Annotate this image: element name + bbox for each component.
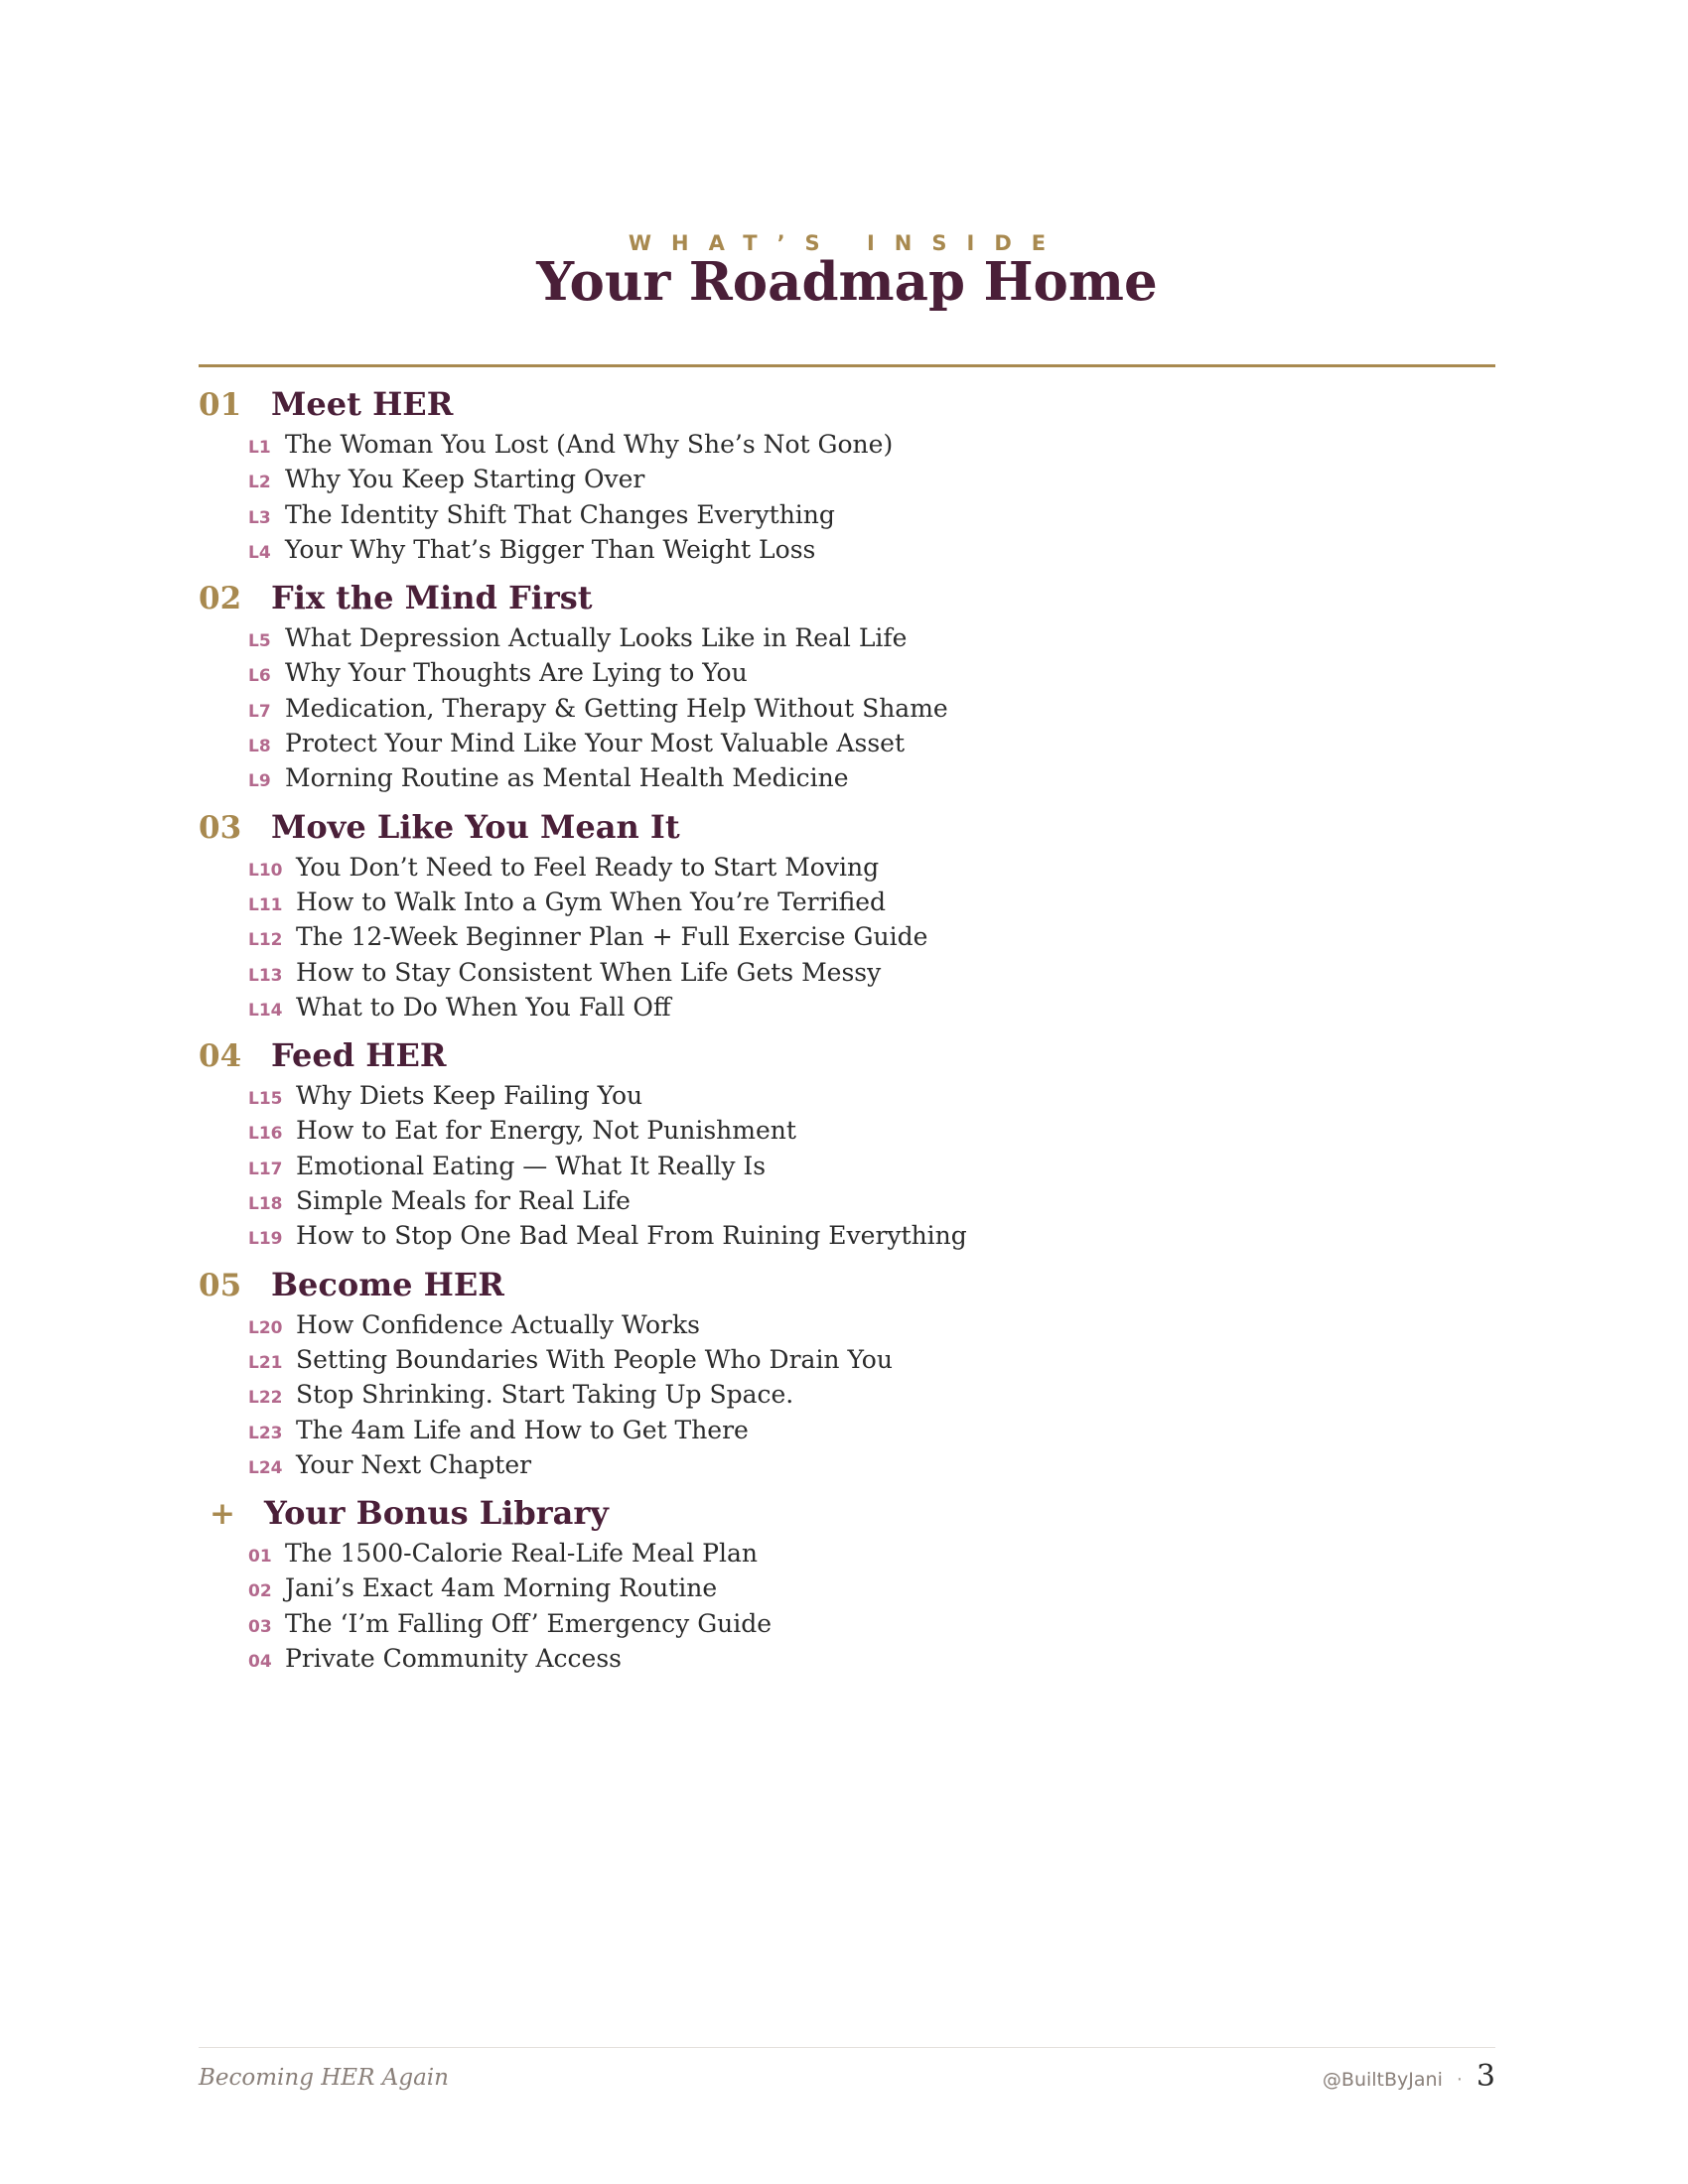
lesson-code: L23 xyxy=(248,1423,283,1443)
lesson-code: L20 xyxy=(248,1317,283,1338)
lesson-code: L22 xyxy=(248,1388,283,1409)
bonus-plus-marker: + xyxy=(210,1496,235,1533)
lesson-list xyxy=(199,850,1495,1024)
lesson-code: L2 xyxy=(248,473,271,493)
document-page xyxy=(199,0,1495,2184)
lesson-title: The Woman You Lost (And Why She’s Not Gone) xyxy=(285,430,894,459)
lesson-title: The 1500-Calorie Real-Life Meal Plan xyxy=(285,1539,758,1569)
lesson-item xyxy=(248,1413,1495,1447)
lesson-title: Why Your Thoughts Are Lying to You xyxy=(285,658,748,688)
lesson-code: L16 xyxy=(248,1124,283,1145)
lesson-title: You Don’t Need to Feel Ready to Start Moving xyxy=(296,852,880,882)
section-number: 04 xyxy=(199,1038,242,1075)
lesson-item xyxy=(248,532,1495,567)
lesson-code: 03 xyxy=(248,1616,272,1637)
lesson-item xyxy=(248,990,1495,1024)
section-heading xyxy=(199,1262,1495,1307)
lesson-code: L12 xyxy=(248,930,283,951)
lesson-code: L24 xyxy=(248,1457,283,1478)
lesson-title: The 4am Life and How to Get There xyxy=(296,1415,749,1444)
lesson-item xyxy=(248,885,1495,919)
page-title: Your Roadmap Home xyxy=(536,251,1158,313)
lesson-item xyxy=(248,1307,1495,1342)
section-heading xyxy=(199,1490,1495,1536)
lesson-title: Why You Keep Starting Over xyxy=(285,465,645,494)
lesson-list xyxy=(199,1536,1495,1676)
lesson-title: The Identity Shift That Changes Everything xyxy=(285,499,835,529)
lesson-item xyxy=(248,497,1495,532)
lesson-title: Setting Boundaries With People Who Drain You xyxy=(296,1344,893,1374)
lesson-item xyxy=(248,691,1495,726)
lesson-item xyxy=(248,1570,1495,1605)
lesson-item xyxy=(248,955,1495,990)
lesson-code: 02 xyxy=(248,1581,272,1602)
toc-section xyxy=(199,1032,1495,1253)
lesson-title: Why Diets Keep Failing You xyxy=(296,1081,643,1111)
page-number: 3 xyxy=(1476,2059,1495,2094)
section-title: Move Like You Mean It xyxy=(271,807,680,846)
lesson-item xyxy=(248,1183,1495,1218)
table-of-contents xyxy=(199,381,1495,1684)
footer-divider xyxy=(199,2047,1495,2048)
lesson-title: How to Eat for Energy, Not Punishment xyxy=(296,1116,796,1146)
section-title: Feed HER xyxy=(271,1036,447,1075)
lesson-title: Your Next Chapter xyxy=(296,1449,532,1479)
section-title: Your Bonus Library xyxy=(264,1494,609,1533)
lesson-item xyxy=(248,919,1495,954)
footer-handle: @BuiltByJani xyxy=(1322,2069,1443,2091)
section-heading xyxy=(199,575,1495,620)
lesson-item xyxy=(248,1447,1495,1482)
lesson-title: The ‘I’m Falling Off’ Emergency Guide xyxy=(285,1608,773,1638)
lesson-code: L21 xyxy=(248,1352,283,1373)
section-title: Meet HER xyxy=(271,385,454,423)
lesson-title: Stop Shrinking. Start Taking Up Space. xyxy=(296,1380,794,1410)
lesson-list xyxy=(199,427,1495,567)
lesson-code: L10 xyxy=(248,860,283,881)
lesson-item xyxy=(248,850,1495,885)
lesson-list xyxy=(199,1307,1495,1482)
lesson-title: Private Community Access xyxy=(285,1644,623,1674)
lesson-item xyxy=(248,1536,1495,1570)
lesson-title: The 12-Week Beginner Plan + Full Exercise Guide xyxy=(296,922,928,952)
lesson-title: What Depression Actually Looks Like in Real Life xyxy=(285,623,908,653)
lesson-code: L13 xyxy=(248,965,283,986)
lesson-item xyxy=(248,1149,1495,1183)
toc-section xyxy=(199,575,1495,795)
section-heading xyxy=(199,381,1495,427)
lesson-title: How to Stay Consistent When Life Gets Messy xyxy=(296,957,882,987)
toc-section xyxy=(199,381,1495,567)
lesson-code: L6 xyxy=(248,666,271,687)
lesson-item xyxy=(248,726,1495,760)
section-eyebrow: WHAT’S INSIDE xyxy=(628,231,1066,255)
section-heading xyxy=(199,804,1495,850)
lesson-code: 01 xyxy=(248,1547,272,1568)
lesson-item xyxy=(248,1377,1495,1412)
lesson-code: L18 xyxy=(248,1194,283,1215)
lesson-code: L14 xyxy=(248,1000,283,1021)
lesson-list xyxy=(199,620,1495,795)
lesson-title: How to Stop One Bad Meal From Ruining Everything xyxy=(296,1221,967,1251)
lesson-title: Protect Your Mind Like Your Most Valuable Asset xyxy=(285,729,905,758)
lesson-item xyxy=(248,462,1495,496)
lesson-item xyxy=(248,760,1495,795)
lesson-title: How to Walk Into a Gym When You’re Terrified xyxy=(296,887,887,916)
lesson-code: L4 xyxy=(248,542,271,563)
lesson-title: Your Why That’s Bigger Than Weight Loss xyxy=(285,534,816,564)
lesson-code: L8 xyxy=(248,737,271,757)
lesson-code: L7 xyxy=(248,701,271,722)
lesson-item xyxy=(248,1641,1495,1676)
lesson-title: What to Do When You Fall Off xyxy=(296,992,671,1022)
lesson-code: L3 xyxy=(248,507,271,528)
lesson-item xyxy=(248,427,1495,462)
toc-section xyxy=(199,804,1495,1024)
lesson-item xyxy=(248,1113,1495,1148)
section-number: 05 xyxy=(199,1267,242,1303)
lesson-title: Medication, Therapy & Getting Help Without Shame xyxy=(285,693,948,723)
lesson-title: Emotional Eating — What It Really Is xyxy=(296,1151,767,1180)
lesson-code: L15 xyxy=(248,1089,283,1110)
footer-separator: · xyxy=(1456,2069,1463,2091)
section-title: Fix the Mind First xyxy=(271,579,593,617)
toc-section xyxy=(199,1490,1495,1676)
lesson-code: L17 xyxy=(248,1159,283,1179)
footer-meta xyxy=(1323,2059,1495,2094)
lesson-code: 04 xyxy=(248,1652,272,1673)
toc-section xyxy=(199,1262,1495,1482)
lesson-title: Morning Routine as Mental Health Medicine xyxy=(285,763,849,793)
lesson-item xyxy=(248,620,1495,655)
lesson-item xyxy=(248,1606,1495,1641)
lesson-item xyxy=(248,1218,1495,1253)
lesson-title: How Confidence Actually Works xyxy=(296,1309,700,1339)
lesson-title: Simple Meals for Real Life xyxy=(296,1186,631,1216)
lesson-code: L9 xyxy=(248,771,271,792)
section-heading xyxy=(199,1032,1495,1078)
title-divider xyxy=(199,364,1495,367)
lesson-code: L11 xyxy=(248,894,283,915)
footer-book-title: Becoming HER Again xyxy=(199,2065,449,2091)
lesson-title: Jani’s Exact 4am Morning Routine xyxy=(285,1573,718,1603)
lesson-code: L19 xyxy=(248,1229,283,1250)
section-number: 03 xyxy=(199,809,242,846)
lesson-item xyxy=(248,1342,1495,1377)
section-title: Become HER xyxy=(271,1265,504,1303)
lesson-item xyxy=(248,1078,1495,1113)
lesson-code: L5 xyxy=(248,631,271,652)
section-number: 01 xyxy=(199,387,242,423)
lesson-list xyxy=(199,1078,1495,1253)
section-number: 02 xyxy=(199,581,242,617)
lesson-item xyxy=(248,655,1495,690)
lesson-code: L1 xyxy=(248,438,271,458)
